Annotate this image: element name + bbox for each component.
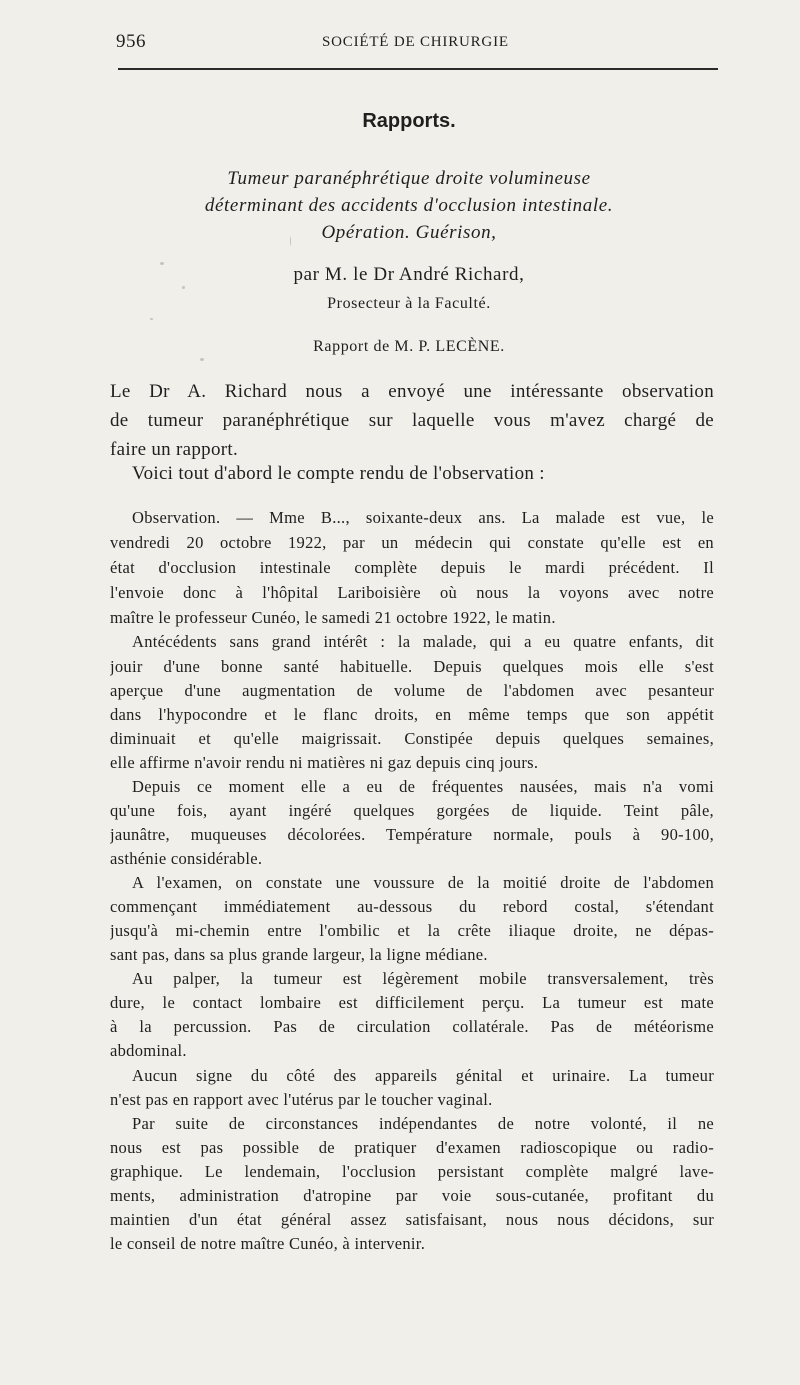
observation-line: maintien d'un état général assez satisfaisant, nous nous décidons, sur bbox=[110, 1210, 714, 1229]
observation-line: état d'occlusion intestinale complète depuis le mardi précédent. Il bbox=[110, 558, 714, 577]
observation-line: Par suite de circonstances indépendantes de notre volonté, il ne bbox=[132, 1114, 714, 1133]
rapporteur-line: Rapport de M. P. LECÈNE. bbox=[313, 338, 505, 355]
article-title-line-2: déterminant des accidents d'occlusion intestinale. bbox=[204, 195, 614, 216]
author-line: par M. le Dr André Richard, bbox=[293, 264, 525, 285]
observation-line: dure, le contact lombaire est difficilement perçu. La tumeur est mate bbox=[110, 993, 714, 1012]
observation-line: jaunâtre, muqueuses décolorées. Température normale, pouls à 90-100, bbox=[110, 825, 714, 844]
observation-line: commençant immédiatement au-dessous du rebord costal, s'étendant bbox=[110, 897, 714, 916]
section-title: Rapports. bbox=[362, 110, 456, 132]
observation-line: jusqu'à mi-chemin entre l'ombilic et la crête iliaque droite, ne dépas- bbox=[110, 921, 714, 940]
page-number: 956 bbox=[116, 31, 146, 52]
article-title-line-1: Tumeur paranéphrétique droite volumineuse bbox=[227, 168, 591, 189]
observation-line: l'envoie donc à l'hôpital Lariboisière où nous la voyons avec notre bbox=[110, 583, 714, 602]
observation-line: Aucun signe du côté des appareils génital et urinaire. La tumeur bbox=[132, 1066, 714, 1085]
observation-line: qu'une fois, ayant ingéré quelques gorgées de liquide. Teint pâle, bbox=[110, 801, 714, 820]
observation-line: elle affirme n'avoir rendu ni matières ni gaz depuis cinq jours. bbox=[110, 753, 539, 772]
observation-line: vendredi 20 octobre 1922, par un médecin qui constate qu'elle est en bbox=[110, 533, 714, 552]
observation-line: diminuait et qu'elle maigrissait. Constipée depuis quelques semaines, bbox=[110, 729, 714, 748]
scan-speck bbox=[200, 358, 204, 361]
intro-line: de tumeur paranéphrétique sur laquelle vous m'avez chargé de bbox=[110, 410, 714, 431]
observation-line: A l'examen, on constate une voussure de la moitié droite de l'abdomen bbox=[132, 873, 714, 892]
observation-line: n'est pas en rapport avec l'utérus par le toucher vaginal. bbox=[110, 1090, 493, 1109]
observation-line: aperçue d'une augmentation de volume de l'abdomen avec pesanteur bbox=[110, 681, 714, 700]
intro-line: Le Dr A. Richard nous a envoyé une intéressante observation bbox=[110, 381, 714, 402]
author-affiliation: Prosecteur à la Faculté. bbox=[327, 295, 491, 312]
intro-line: faire un rapport. bbox=[110, 439, 239, 460]
scan-speck bbox=[150, 318, 153, 320]
observation-line: Antécédents sans grand intérêt : la malade, qui a eu quatre enfants, dit bbox=[132, 632, 714, 651]
article-title-line-3: Opération. Guérison, bbox=[321, 222, 497, 243]
observation-line: jouir d'une bonne santé habituelle. Depuis quelques mois elle s'est bbox=[110, 657, 714, 676]
observation-line: nous est pas possible de pratiquer d'examen radioscopique ou radio- bbox=[110, 1138, 714, 1157]
observation-line: à la percussion. Pas de circulation collatérale. Pas de météorisme bbox=[110, 1017, 714, 1036]
observation-line: Au palper, la tumeur est légèrement mobile transversalement, très bbox=[132, 969, 714, 988]
observation-line: asthénie considérable. bbox=[110, 849, 263, 868]
observation-line: dans l'hypocondre et le flanc droits, en même temps que son appétit bbox=[110, 705, 714, 724]
scan-speck bbox=[182, 286, 185, 289]
observation-line: Observation. — Mme B..., soixante-deux ans. La malade est vue, le bbox=[132, 508, 714, 527]
intro-line: Voici tout d'abord le compte rendu de l'observation : bbox=[132, 463, 545, 484]
observation-line: sant pas, dans sa plus grande largeur, la ligne médiane. bbox=[110, 945, 488, 964]
observation-line: le conseil de notre maître Cunéo, à intervenir. bbox=[110, 1234, 426, 1253]
observation-line: ments, administration d'atropine par voie sous-cutanée, profitant du bbox=[110, 1186, 714, 1205]
observation-line: maître le professeur Cunéo, le samedi 21 octobre 1922, le matin. bbox=[110, 608, 556, 627]
running-head: SOCIÉTÉ DE CHIRURGIE bbox=[322, 34, 509, 50]
observation-line: Depuis ce moment elle a eu de fréquentes nausées, mais n'a vomi bbox=[132, 777, 714, 796]
observation-line: abdominal. bbox=[110, 1041, 187, 1060]
observation-line: graphique. Le lendemain, l'occlusion persistant complète malgré lave- bbox=[110, 1162, 714, 1181]
header-rule bbox=[118, 68, 718, 70]
